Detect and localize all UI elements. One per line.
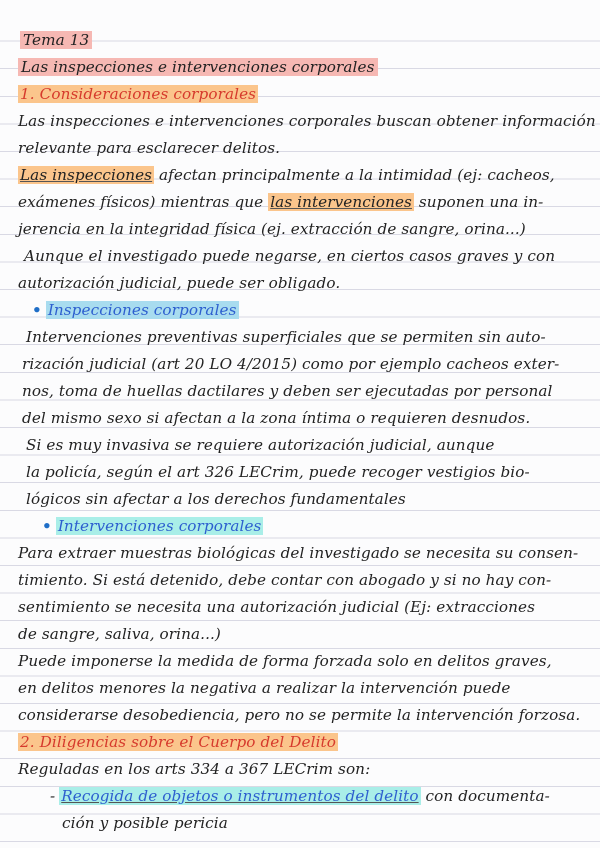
note-subtitle — [18, 57, 378, 77]
section1-p2-line1 — [18, 165, 555, 185]
sub1-line: la policía, según el art 326 LECrim, puede recoger vestigios bio- — [26, 463, 530, 481]
sub2-heading-text: Intervenciones corporales — [57, 517, 262, 535]
sub2-line: Puede imponerse la medida de forma forzada solo en delitos graves, — [18, 652, 552, 670]
section2-item1-rest: con documenta- — [420, 787, 550, 805]
note-subtitle-text: Las inspecciones e intervenciones corporales — [18, 58, 378, 76]
sub2-line: timiento. Si está detenido, debe contar con abogado y si no hay con- — [18, 571, 552, 589]
sub1-line: nos, toma de huellas dactilares y deben ser ejecutadas por personal — [22, 382, 553, 400]
inspecciones-highlight: Las inspecciones — [20, 166, 153, 184]
sub1-heading-text: Inspecciones corporales — [47, 301, 237, 319]
section1-heading-text: 1. Consideraciones corporales — [20, 85, 257, 103]
section2-item1 — [50, 786, 550, 806]
sub2-heading — [42, 516, 263, 536]
sub1-line: Intervenciones preventivas superficiales que se permiten sin auto- — [26, 328, 546, 346]
note-title-text: Tema 13 — [20, 31, 92, 49]
section1-p2-line5: autorización judicial, puede ser obligado. — [18, 274, 341, 292]
section1-p2-line3: jerencia en la integridad física (ej. extracción de sangre, orina...) — [18, 220, 526, 238]
section2-item1-line2: ción y posible pericia — [62, 814, 228, 832]
section2-heading-text: 2. Diligencias sobre el Cuerpo del Delito — [20, 733, 336, 751]
section1-p1-line2: relevante para esclarecer delitos. — [18, 139, 281, 157]
bullet-dot-icon: • — [42, 517, 52, 535]
sub1-line: rización judicial (art 20 LO 4/2015) como por ejemplo cacheos exter- — [22, 355, 560, 373]
sub1-heading — [32, 300, 239, 320]
section2-item1-highlight: Recogida de objetos o instrumentos del delito — [61, 787, 419, 805]
bullet-dot-icon: • — [32, 301, 42, 319]
section1-p2-line2 — [18, 192, 543, 212]
section2-intro: Reguladas en los arts 334 a 367 LECrim son: — [18, 760, 371, 778]
intervenciones-highlight: las intervenciones — [270, 193, 412, 211]
section2-heading — [18, 732, 338, 752]
sub2-line: Para extraer muestras biológicas del investigado se necesita su consen- — [18, 544, 579, 562]
dash-bullet: - — [50, 787, 56, 805]
section1-p2-line4: Aunque el investigado puede negarse, en ciertos casos graves y con — [24, 247, 556, 265]
note-title — [20, 30, 92, 50]
sub2-line: de sangre, saliva, orina...) — [18, 625, 221, 643]
sub2-line: sentimiento se necesita una autorización judicial (Ej: extracciones — [18, 598, 536, 616]
sub2-line: en delitos menores la negativa a realizar la intervención puede — [18, 679, 511, 697]
sub2-line: considerarse desobediencia, pero no se permite la intervención forzosa. — [18, 706, 581, 724]
sub1-line: lógicos sin afectar a los derechos fundamentales — [26, 490, 406, 508]
section1-p2-line2-b: suponen una in- — [413, 193, 544, 211]
section1-p2-line2-a: exámenes físicos) mientras que — [18, 193, 269, 211]
sub1-line: del mismo sexo si afectan a la zona íntima o requieren desnudos. — [22, 409, 531, 427]
section1-p1-line1: Las inspecciones e intervenciones corporales buscan obtener información — [18, 112, 596, 130]
sub1-line: Si es muy invasiva se requiere autorización judicial, aunque — [26, 436, 495, 454]
section1-p2-line1-rest: afectan principalmente a la intimidad (ej: cacheos, — [154, 166, 555, 184]
section1-heading — [18, 84, 258, 104]
